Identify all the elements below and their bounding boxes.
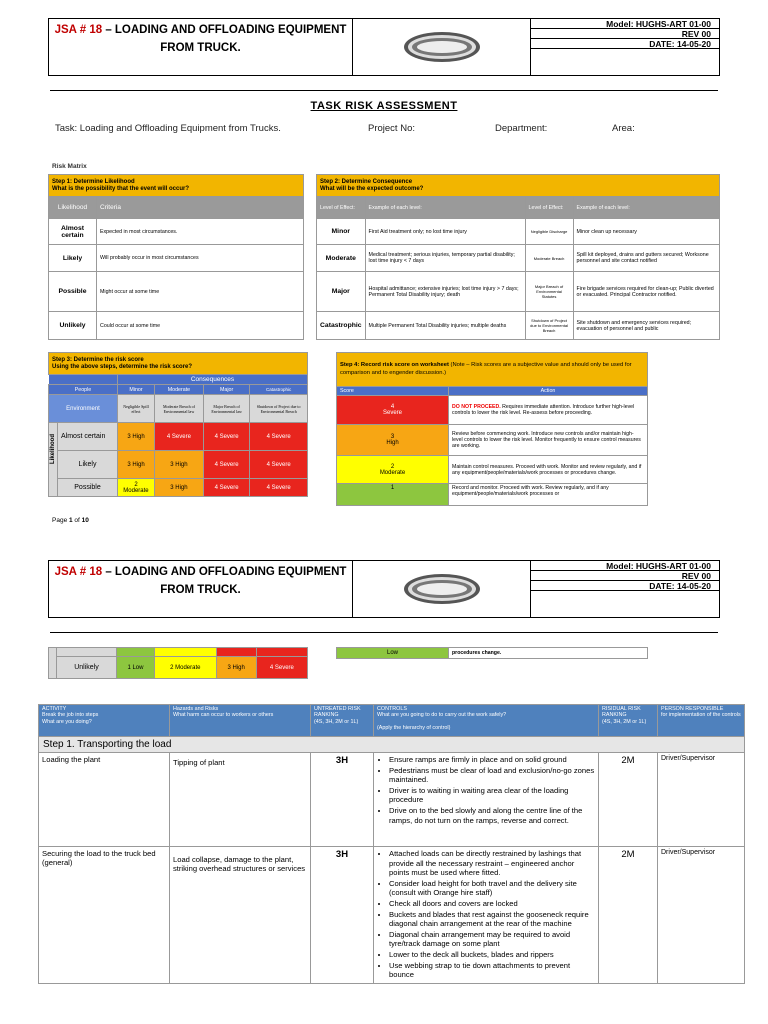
control-item: • Drive on to the bed slowly and along the centre line of the ramps, do not turn on the ramps, reverse and correct. — [389, 806, 595, 825]
table-row — [39, 847, 745, 984]
criteria-col: Criteria — [97, 197, 304, 219]
step-section-title: Step 1. Transporting the load — [39, 737, 745, 753]
header-title-line2: FROM TRUCK. — [160, 584, 241, 596]
matrix-cell: 4 Severe — [203, 451, 249, 479]
matrix-cell: 3 High — [216, 657, 256, 679]
score-action: procedures change. — [449, 648, 648, 659]
env-example: Spill kit deployed, drains and gutters secured; Worksone personnel and site contact notified — [573, 245, 719, 272]
env-level: Negligible Discharge — [525, 219, 573, 245]
matrix-cell: 3 High — [118, 423, 155, 451]
page-title: TASK RISK ASSESSMENT — [310, 100, 458, 112]
score-action: DO NOT PROCEED. Requires immediate attention. Introduce further high-level controls to lower the risk level. Re-assess before proceeding. — [449, 396, 648, 425]
matrix-cell: 4 Severe — [203, 479, 249, 497]
consequence-example: First Aid treatment only; no lost time injury — [365, 219, 525, 245]
likelihood-level: Almost certain — [49, 219, 97, 245]
date-text: DATE: 14-05-20 — [531, 581, 719, 591]
likelihood-table — [48, 174, 304, 340]
env-level: Major Breach of Environmental Statutes — [525, 272, 573, 312]
department-label: Department: — [495, 123, 548, 134]
env-level: Shutdown of Project due to Environmental Breach — [525, 312, 573, 340]
control-item: • Diagonal chain arrangement may be required to avoid tyre/track damage on some plant — [389, 930, 595, 949]
likelihood-criteria: Expected in most circumstances. — [97, 219, 304, 245]
hazard-cell: Load collapse, damage to the plant, striking overhead structures or services — [170, 847, 311, 984]
env-col: Moderate Breach of Environmental law — [154, 395, 203, 423]
consequence-level: Moderate — [317, 245, 366, 272]
likelihood-criteria: Could occur at some time — [97, 312, 304, 340]
matrix-cell: 4 Severe — [256, 657, 307, 679]
env-level-col: Level of Effect: — [525, 197, 573, 219]
env-col: Shutdown of Project due to Environmental Breach — [250, 395, 308, 423]
score-value: 3 — [390, 434, 395, 440]
company-logo — [353, 19, 531, 75]
header-title — [49, 19, 353, 75]
table-row — [39, 753, 745, 847]
matrix-cell: 1 Low — [117, 657, 155, 679]
action-table — [336, 352, 648, 506]
matrix-cell: 4 Severe — [154, 423, 203, 451]
control-item: • Buckets and blades that rest against the gooseneck require diagonal chain arrangement at the rear of the machine — [389, 910, 595, 929]
likelihood-level: Likely — [49, 245, 97, 272]
doc-meta — [531, 19, 719, 75]
project-label: Project No: — [368, 123, 415, 134]
consequence-level: Major — [317, 272, 366, 312]
untreated-risk: 3H — [311, 847, 374, 984]
page-header-2 — [48, 560, 720, 618]
env-example: Minor clean up necessary — [573, 219, 719, 245]
divider — [50, 90, 718, 91]
jsa-number: JSA # 18 — [54, 566, 103, 578]
matrix-cell: 2 Moderate — [154, 657, 216, 679]
matrix-row-label: Almost certain — [58, 423, 118, 451]
control-item: • Driver is to waiting in waiting area clear of the loading procedure — [389, 786, 595, 805]
example-col: Example of each level: — [365, 197, 525, 219]
date-text: DATE: 14-05-20 — [531, 39, 719, 49]
header-title-text: – LOADING AND OFFLOADING EQUIPMENT — [102, 24, 347, 36]
score-level: High — [386, 440, 399, 446]
step1-header: Step 1: Determine Likelihood What is the possibility that the event will occur? — [49, 175, 304, 197]
likelihood-level: Unlikely — [49, 312, 97, 340]
score-value: 2 — [390, 463, 395, 470]
step3-header: Step 3: Determine the risk score Using the above steps, determine the risk score? — [49, 353, 308, 375]
matrix-row-label: Likely — [58, 451, 118, 479]
jsa-number: JSA # 18 — [54, 24, 103, 36]
likelihood-col: Likelihood — [49, 197, 97, 219]
matrix-cell: 4 Severe — [203, 423, 249, 451]
activity-cell: Loading the plant — [39, 753, 170, 847]
matrix-cell: 3 High — [154, 479, 203, 497]
matrix-row-label: Unlikely — [57, 657, 117, 679]
residual-risk: 2M — [599, 753, 658, 847]
residual-risk: 2M — [599, 847, 658, 984]
rev-text: REV 00 — [531, 29, 719, 39]
people-label: People — [49, 385, 118, 395]
consequence-col: Moderate — [154, 385, 203, 395]
matrix-cell: 2 Moderate — [118, 479, 155, 497]
task-text: Task: Loading and Offloading Equipment from Trucks. — [55, 123, 281, 134]
hazard-cell: Tipping of plant — [170, 753, 311, 847]
activity-cell: Securing the load to the truck bed (general) — [39, 847, 170, 984]
control-item: • Consider load height for both travel and the delivery site (consult with Orange hire staff) — [389, 879, 595, 898]
score-value: 4 — [390, 404, 395, 410]
controls-cell — [374, 753, 599, 847]
env-example: Site shutdown and emergency services required; evacuation of personnel and public — [573, 312, 719, 340]
consequences-header: Consequences — [118, 375, 308, 385]
level-col: Level of Effect: — [317, 197, 366, 219]
consequence-col: Minor — [118, 385, 155, 395]
step2-header: Step 2: Determine Consequence What will be the expected outcome? — [317, 175, 720, 197]
model-text: Model: HUGHS-ART 01-00 — [531, 19, 719, 29]
env-example-col: Example of each level: — [573, 197, 719, 219]
ws-header-activity: ACTIVITY Break the job into steps What are you doing? — [39, 705, 170, 737]
controls-cell — [374, 847, 599, 984]
env-level: Moderate Breach — [525, 245, 573, 272]
matrix-cell: 4 Severe — [250, 479, 308, 497]
score-level: Low — [337, 648, 449, 659]
ws-header-hazards: Hazards and Risks What harm can occur to workers or others — [170, 705, 311, 737]
consequence-example: Multiple Permanent Total Disability injuries; multiple deaths — [365, 312, 525, 340]
step4-header: Step 4: Record risk score on worksheet (Note – Risk scores are a subjective value and should only be used for comparison and to engender discussion.) — [337, 353, 648, 387]
consequence-example: Hospital admittance; extensive injuries; lost time injury > 7 days; Permanent Total Disability injury; death — [365, 272, 525, 312]
risk-score-matrix — [48, 352, 308, 497]
likelihood-criteria: Will probably occur in most circumstances — [97, 245, 304, 272]
ws-header-untreated: UNTREATED RISK RANKING (4S, 3H, 2M or 1L) — [311, 705, 374, 737]
rev-text: REV 00 — [531, 571, 719, 581]
consequence-example: Medical treatment; serious injuries, temporary partial disability; lost time injury < 7 days — [365, 245, 525, 272]
matrix-cell: 4 Severe — [250, 451, 308, 479]
action-col: Action — [449, 387, 648, 396]
ws-header-person: PERSON RESPONSIBLE for implementation of the controls — [658, 705, 745, 737]
matrix-row-label: Possible — [58, 479, 118, 497]
likelihood-level: Possible — [49, 272, 97, 312]
env-example: Fire brigade services required for clean-up; Public diverted or evacuated. Principal Contractor notified. — [573, 272, 719, 312]
control-item: • Use webbing strap to tie down attachments to prevent bounce — [389, 961, 595, 980]
header-title — [49, 561, 353, 617]
score-action: Review before commencing work. Introduce new controls and/or maintain high-level controls to lower the risk level. Monitor frequently to ensure control measures are working. — [449, 425, 648, 456]
control-item: • Pedestrians must be clear of load and exclusion/no-go zones maintained. — [389, 766, 595, 785]
doc-meta — [531, 561, 719, 617]
person-responsible: Driver/Supervisor — [658, 753, 745, 847]
consequence-level: Minor — [317, 219, 366, 245]
ws-header-controls: CONTROLS What are you going to do to carry out the work safely? (Apply the hierarchy of control) — [374, 705, 599, 737]
env-col: Negligible Spill effect — [118, 395, 155, 423]
environment-label: Environment — [49, 395, 118, 423]
score-level: Severe — [382, 410, 402, 416]
action-table-cont — [336, 647, 648, 659]
header-title-line2: FROM TRUCK. — [160, 42, 241, 54]
page-number: Page 1 of 10 — [52, 517, 89, 524]
header-title-text: – LOADING AND OFFLOADING EQUIPMENT — [102, 566, 347, 578]
env-col: Major Breach of Environmental law — [203, 395, 249, 423]
control-item: • Ensure ramps are firmly in place and on solid ground — [389, 755, 595, 765]
matrix-cell: 3 High — [154, 451, 203, 479]
control-item: • Attached loads can be directly restrained by lashings that provide all the necessary restraint – engineered anchor points must be used where fitted. — [389, 849, 595, 878]
person-responsible: Driver/Supervisor — [658, 847, 745, 984]
consequence-col: Major — [203, 385, 249, 395]
score-action: Record and monitor. Proceed with work. Review regularly, and if any equipment/people/materials/work processes or — [449, 484, 648, 506]
control-item: • Lower to the deck all buckets, blades and rippers — [389, 950, 595, 960]
score-col: Score — [337, 387, 449, 396]
model-text: Model: HUGHS-ART 01-00 — [531, 561, 719, 571]
consequence-table — [316, 174, 720, 340]
risk-score-matrix-cont — [48, 647, 308, 679]
divider — [50, 632, 718, 633]
score-value: 1 — [390, 485, 395, 491]
likelihood-axis-label: Likelihood — [50, 433, 56, 464]
risk-matrix-label: Risk Matrix — [52, 163, 87, 170]
untreated-risk: 3H — [311, 753, 374, 847]
control-item: • Check all doors and covers are locked — [389, 899, 595, 909]
page-header — [48, 18, 720, 76]
consequence-col: Catastrophic — [250, 385, 308, 395]
ws-header-residual: RISIDUAL RISK RANKING (4S, 3H, 2M or 1L) — [599, 705, 658, 737]
matrix-cell: 3 High — [118, 451, 155, 479]
consequence-level: Catastrophic — [317, 312, 366, 340]
risk-worksheet — [38, 704, 745, 984]
company-logo — [353, 561, 531, 617]
area-label: Area: — [612, 123, 635, 134]
matrix-cell: 4 Severe — [250, 423, 308, 451]
score-action: Maintain control measures. Proceed with work. Monitor and review regularly, and if any equipment/people/materials/work processes or procedures change. — [449, 456, 648, 484]
likelihood-criteria: Might occur at some time — [97, 272, 304, 312]
score-level: Moderate — [379, 469, 406, 476]
